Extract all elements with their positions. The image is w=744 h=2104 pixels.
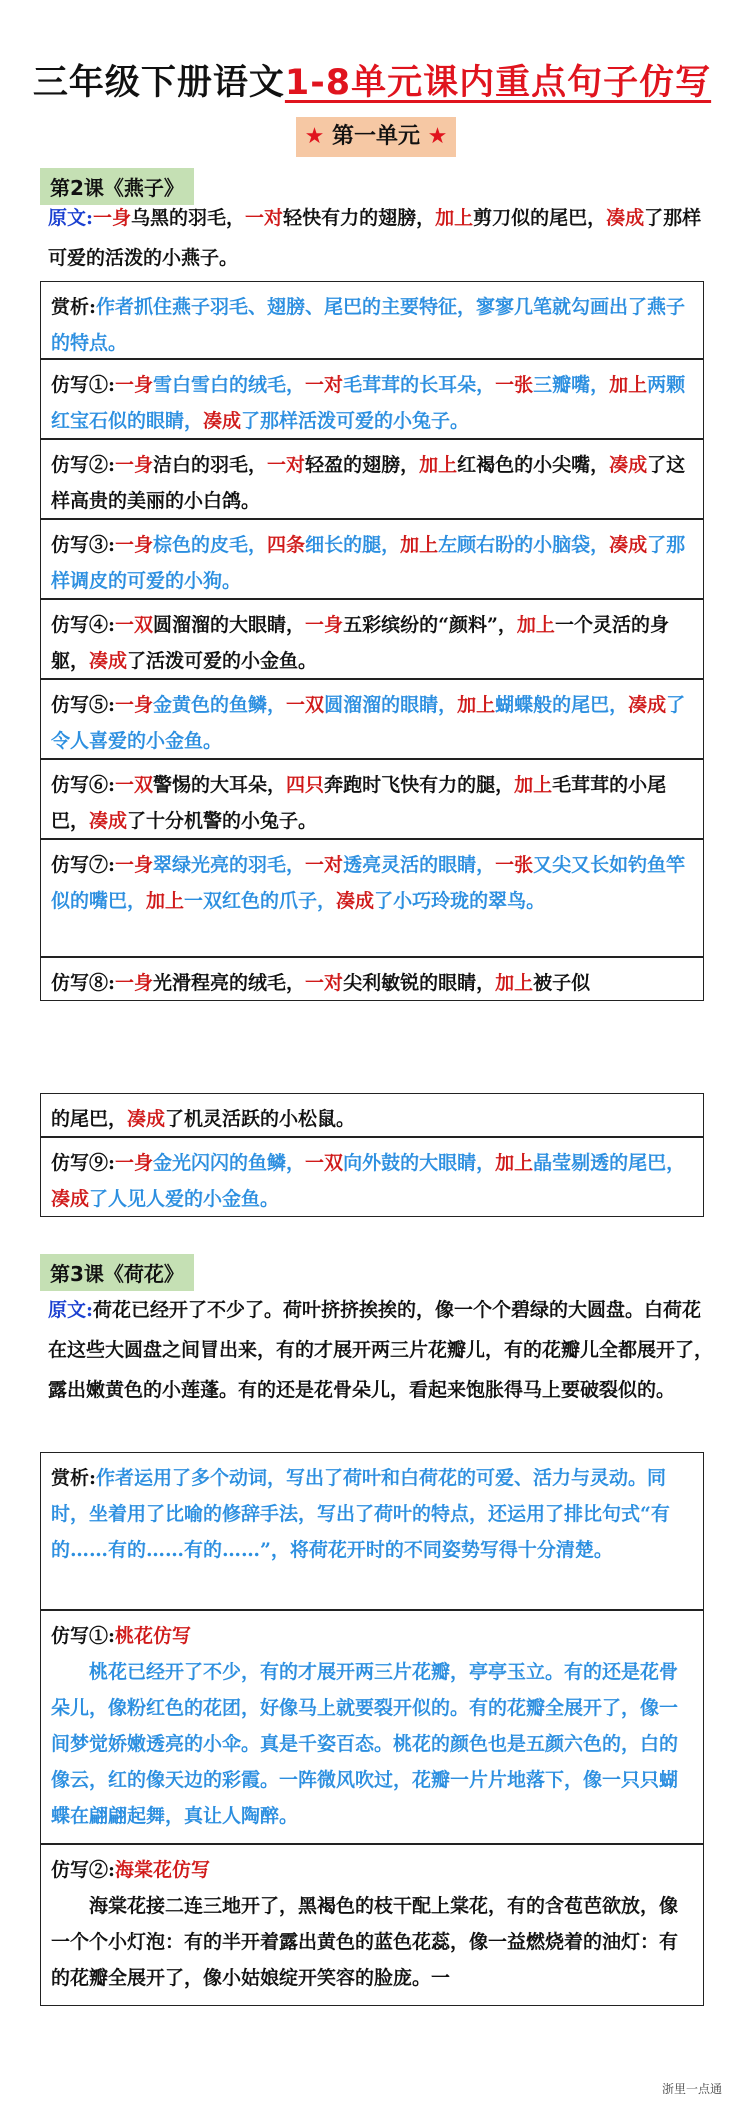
keyword: 加上	[516, 614, 555, 636]
imitation-8-part2	[40, 1093, 704, 1137]
sentence-text: 了活泼可爱的小金鱼。	[127, 650, 318, 672]
keyword: 一身	[115, 534, 154, 556]
sentence-text: 被子似	[533, 972, 591, 994]
appreciation-box: 赏析:作者运用了多个动词，写出了荷叶和白荷花的可爱、活力与灵动。同时，坐着用了比喻的修辞手法，写出了荷叶的特点，还运用了排比句式“有的……有的……有的……”，将荷花开时的不同姿势写得十分清楚。	[40, 1452, 704, 1610]
sentence-text: 五彩缤纷的“颜料”，	[343, 614, 517, 636]
original-text: 原文:荷花已经开了不少了。荷叶挤挤挨挨的，像一个个碧绿的大圆盘。白荷花在这些大圆盘之间冒出来，有的才展开两三片花瓣儿，有的花瓣儿全都展开了，露出嫩黄色的小莲蓬。有的还是花骨朵儿，看起来饱胀得马上要破裂似的。	[48, 1299, 714, 1401]
sentence-text: 了那样调皮的可爱的小狗。	[51, 534, 686, 592]
appreciation-box: 赏析:作者抓住燕子羽毛、翅膀、尾巴的主要特征，寥寥几笔就勾画出了燕子的特点。	[40, 281, 704, 359]
sentence-text: 两颗红宝石似的眼睛，	[51, 374, 686, 432]
sentence-text: 的尾巴，	[51, 1108, 128, 1130]
page-title: 三年级下册语文1-8单元课内重点句子仿写	[32, 63, 712, 103]
keyword: 加上	[146, 890, 185, 912]
keyword: 凑成	[203, 410, 242, 432]
lesson-heading: 第3课《荷花》	[40, 1254, 194, 1291]
keyword: 凑成	[609, 534, 648, 556]
keyword: 一双	[115, 774, 154, 796]
keyword: 一对	[305, 972, 344, 994]
keyword: 凑成	[127, 1108, 166, 1130]
keyword: 四只	[286, 774, 325, 796]
lesson-heading: 第2课《燕子》	[40, 168, 194, 205]
keyword: 凑成	[336, 890, 375, 912]
sentence-text: 光滑程亮的绒毛，	[153, 972, 306, 994]
keyword: 一对	[245, 207, 284, 229]
sentence-text: 剪刀似的尾巴，	[473, 207, 607, 229]
sentence-text: 毛茸茸的长耳朵，	[343, 374, 496, 396]
star-icon: ★	[427, 124, 448, 149]
keyword: 加上	[419, 454, 458, 476]
sentence-text: 洁白的羽毛，	[153, 454, 268, 476]
keyword: 一双	[115, 614, 154, 636]
sentence-text: 轻盈的翅膀，	[305, 454, 420, 476]
sentence-text: 一双红色的爪子，	[184, 890, 337, 912]
imitation-8-part1: 仿写⑧:一身光滑程亮的绒毛，一对尖利敏锐的眼睛，加上被子似	[40, 957, 704, 1001]
sentence-text: 三瓣嘴，	[533, 374, 610, 396]
keyword: 凑成	[89, 650, 128, 672]
sentence-text: 蝴蝶般的尾巴，	[495, 694, 629, 716]
keyword: 一对	[305, 374, 344, 396]
sentence-text: 棕色的皮毛，	[153, 534, 268, 556]
imitation-3: 仿写③:一身棕色的皮毛，四条细长的腿，加上左顾右盼的小脑袋，凑成了那样调皮的可爱的小狗。	[40, 519, 704, 599]
keyword: 加上	[435, 207, 474, 229]
keyword: 一身	[115, 1152, 154, 1174]
sentence-text: 了小巧玲珑的翠鸟。	[374, 890, 546, 912]
imitation-1: 仿写①:桃花仿写 桃花已经开了不少，有的才展开两三片花瓣，亭亭玉立。有的还是花骨朵儿，像粉红色的花团，好像马上就要裂开似的。有的花瓣全展开了，像一间梦觉娇嫩透亮的小伞。真是千姿百态。桃花的颜色也是五颜六色的，白的像云，红的像天边的彩霞。一阵微风吹过，花瓣一片片地落下，像一只只蝴蝶在翩翩起舞，真让人陶醉。	[40, 1610, 704, 1844]
keyword: 一对	[305, 854, 344, 876]
sentence-text: 尖利敏锐的眼睛，	[343, 972, 496, 994]
sentence-text: 警惕的大耳朵，	[153, 774, 287, 796]
keyword: 一张	[495, 854, 534, 876]
imitation-6: 仿写⑥:一双警惕的大耳朵，四只奔跑时飞快有力的腿，加上毛茸茸的小尾巴，凑成了十分机警的小兔子。	[40, 759, 704, 839]
imitation-9: 仿写⑨:一身金光闪闪的鱼鳞，一双向外鼓的大眼睛，加上晶莹剔透的尾巴，凑成了人见人爱的小金鱼。	[40, 1137, 704, 1217]
imitation-2: 仿写②:一身洁白的羽毛，一对轻盈的翅膀，加上红褐色的小尖嘴，凑成了这样高贵的美丽的小白鸽。	[40, 439, 704, 519]
sentence-text: 一个灵活的身躯，	[51, 614, 669, 672]
keyword: 凑成	[628, 694, 667, 716]
sentence-text: 圆溜溜的大眼睛，	[153, 614, 306, 636]
keyword: 一双	[305, 1152, 344, 1174]
keyword: 加上	[609, 374, 648, 396]
imitation-5: 仿写⑤:一身金黄色的鱼鳞，一双圆溜溜的眼睛，加上蝴蝶般的尾巴，凑成了令人喜爱的小金鱼。	[40, 679, 704, 759]
sentence-text: 圆溜溜的眼睛，	[324, 694, 458, 716]
imitation-7: 仿写⑦:一身翠绿光亮的羽毛，一对透亮灵活的眼睛，一张又尖又长如钓鱼竿似的嘴巴，加上一双红色的爪子，凑成了小巧玲珑的翠鸟。	[40, 839, 704, 957]
keyword: 凑成	[606, 207, 645, 229]
sentence-text: 左顾右盼的小脑袋，	[438, 534, 610, 556]
keyword: 一身	[115, 374, 154, 396]
original-text: 原文:一身乌黑的羽毛，一对轻快有力的翅膀，加上剪刀似的尾巴，凑成了那样可爱的活泼的小燕子。	[48, 207, 702, 269]
sentence-text: 透亮灵活的眼睛，	[343, 854, 496, 876]
keyword: 凑成	[89, 810, 128, 832]
sentence-text: 了人见人爱的小金鱼。	[89, 1188, 280, 1210]
keyword: 一张	[495, 374, 534, 396]
keyword: 一身	[115, 972, 154, 994]
sentence-text: 了这样高贵的美丽的小白鸽。	[51, 454, 686, 512]
keyword: 一身	[305, 614, 344, 636]
keyword: 一身	[93, 207, 132, 229]
sentence-text: 向外鼓的大眼睛，	[343, 1152, 496, 1174]
keyword: 加上	[495, 1152, 534, 1174]
keyword: 一身	[115, 694, 154, 716]
keyword: 一对	[267, 454, 306, 476]
sentence-text: 毛茸茸的小尾巴，	[51, 774, 667, 832]
keyword: 一身	[115, 854, 154, 876]
sentence-text: 翠绿光亮的羽毛，	[153, 854, 306, 876]
imitation-1: 仿写①:一身雪白雪白的绒毛，一对毛茸茸的长耳朵，一张三瓣嘴，加上两颗红宝石似的眼睛，凑成了那样活泼可爱的小兔子。	[40, 359, 704, 439]
sentence-text: 金黄色的鱼鳞，	[153, 694, 287, 716]
keyword: 一双	[286, 694, 325, 716]
keyword: 四条	[267, 534, 306, 556]
sentence-text: 了那样活泼可爱的小兔子。	[241, 410, 470, 432]
footer-watermark: 浙里一点通	[661, 2082, 722, 2096]
unit-banner: ★ 第一单元 ★	[296, 117, 456, 157]
imitation-4: 仿写④:一双圆溜溜的大眼睛，一身五彩缤纷的“颜料”，加上一个灵活的身躯，凑成了活泼可爱的小金鱼。	[40, 599, 704, 679]
sentence-text: 轻快有力的翅膀，	[283, 207, 436, 229]
sentence-text: 了令人喜爱的小金鱼。	[51, 694, 686, 752]
sentence-text: 细长的腿，	[305, 534, 401, 556]
sentence-text: 了十分机警的小兔子。	[127, 810, 318, 832]
sentence-text: 雪白雪白的绒毛，	[153, 374, 306, 396]
keyword: 加上	[457, 694, 496, 716]
keyword: 加上	[514, 774, 553, 796]
sentence-text: 了机灵活跃的小松鼠。	[165, 1108, 356, 1130]
sentence-text: 奔跑时飞快有力的腿，	[324, 774, 515, 796]
keyword: 加上	[400, 534, 439, 556]
sentence-text: 金光闪闪的鱼鳞，	[153, 1152, 306, 1174]
sentence-text: 又尖又长如钓鱼竿似的嘴巴，	[51, 854, 686, 912]
imitation-2: 仿写②:海棠花仿写 海棠花接二连三地开了，黑褐色的枝干配上棠花，有的含苞芭欲放，像一个个小灯泡：有的半开着露出黄色的蓝色花蕊，像一益燃烧着的油灯：有的花瓣全展开了，像小姑娘绽开笑容的脸庞。一	[40, 1844, 704, 2006]
keyword: 加上	[495, 972, 534, 994]
sentence-text: 了那样可爱的活泼的小燕子。	[48, 207, 702, 269]
sentence-text: 红褐色的小尖嘴，	[457, 454, 610, 476]
sentence-text: 乌黑的羽毛，	[131, 207, 246, 229]
keyword: 凑成	[51, 1188, 90, 1210]
keyword: 一身	[115, 454, 154, 476]
sentence-text: 晶莹剔透的尾巴，	[533, 1152, 686, 1174]
keyword: 凑成	[609, 454, 648, 476]
star-icon: ★	[304, 124, 325, 149]
